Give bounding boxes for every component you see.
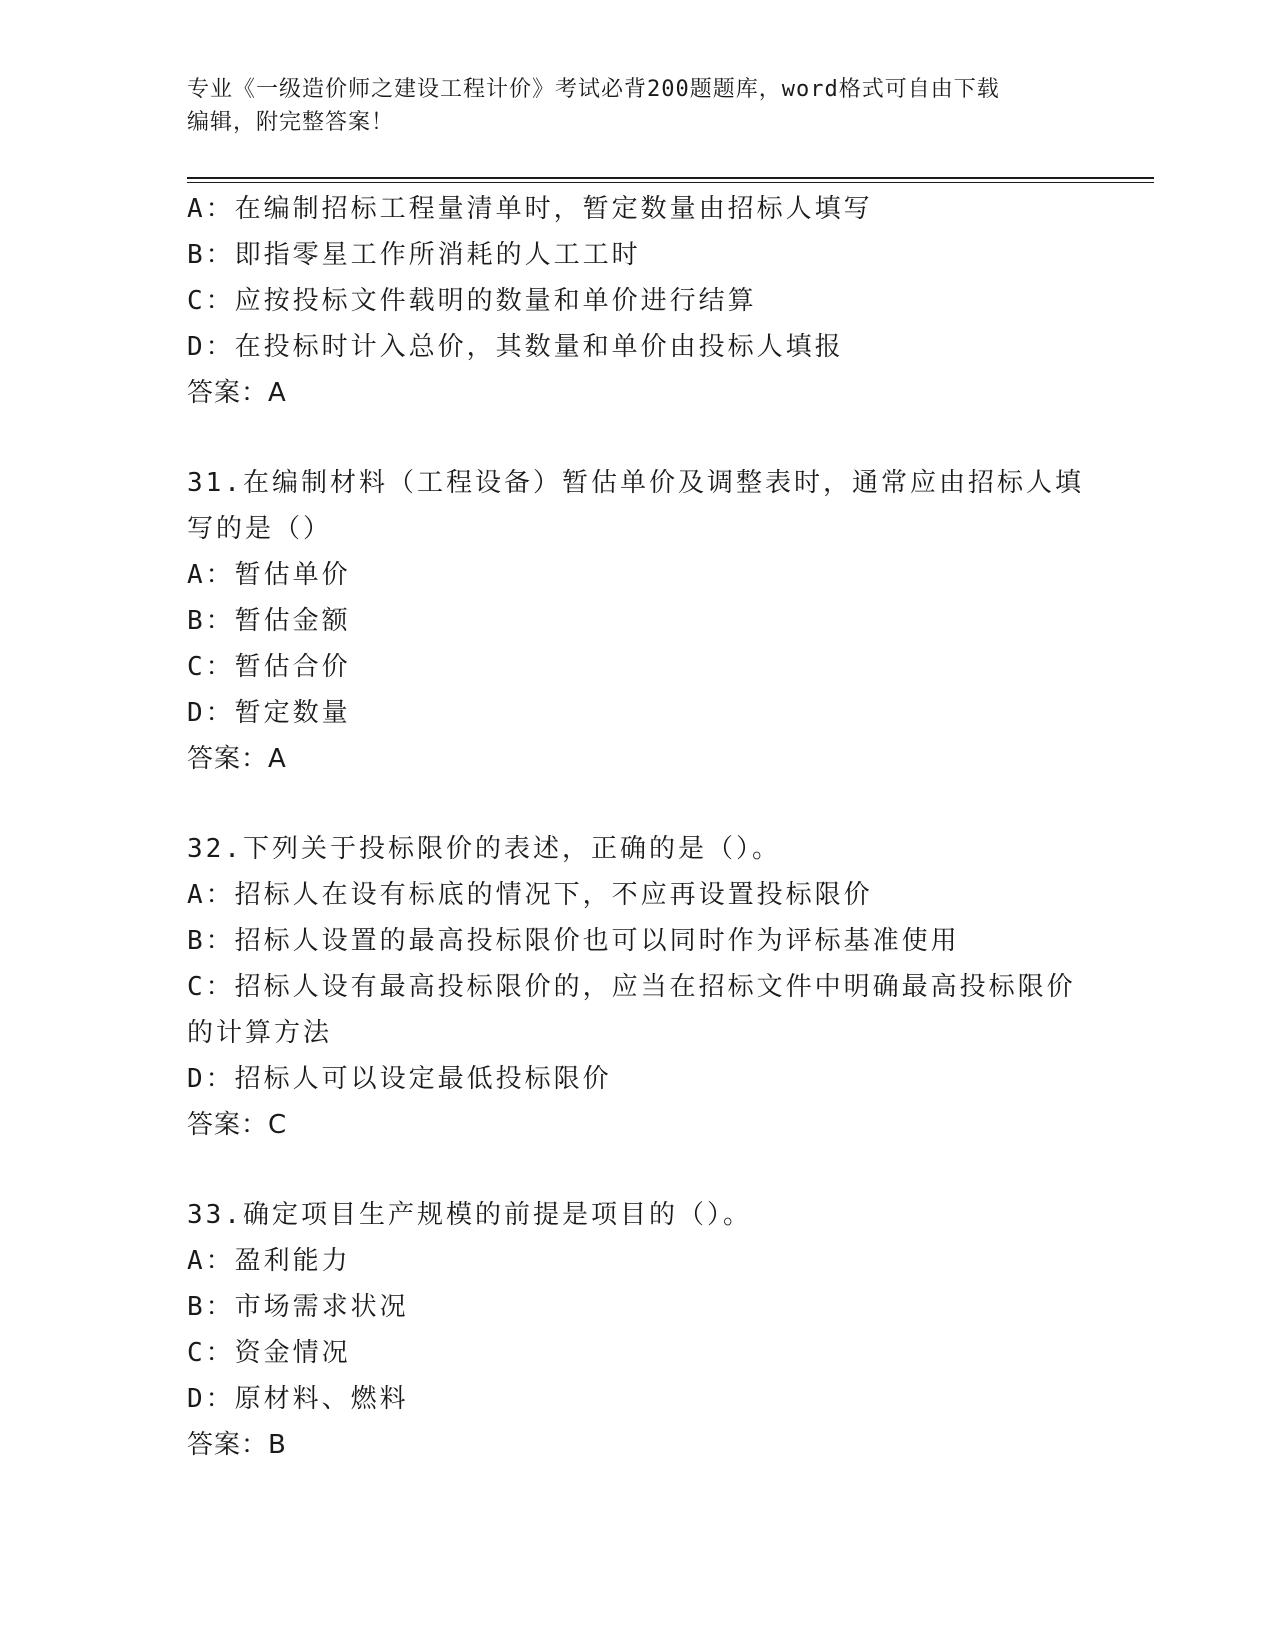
answer-line: 答案：B bbox=[187, 1430, 287, 1460]
option-a: A：招标人在设有标底的情况下，不应再设置投标限价 bbox=[187, 880, 873, 910]
option-c: C：招标人设有最高投标限价的，应当在招标文件中明确最高投标限价 bbox=[187, 972, 1076, 1002]
option-a: A：盈利能力 bbox=[187, 1246, 351, 1276]
option-c: C：应按投标文件载明的数量和单价进行结算 bbox=[187, 286, 757, 316]
header-divider-thin bbox=[187, 182, 1154, 183]
question-spacer bbox=[187, 782, 1107, 826]
option-b: B：即指零星工作所消耗的人工工时 bbox=[187, 240, 641, 270]
header-line-2: 编辑，附完整答案！ bbox=[187, 110, 395, 135]
question-spacer bbox=[187, 416, 1107, 460]
option-d: D：暂定数量 bbox=[187, 698, 351, 728]
question-stem: 33.确定项目生产规模的前提是项目的（）。 bbox=[187, 1200, 752, 1230]
question-stem-continued: 写的是（） bbox=[187, 514, 333, 544]
question-33 bbox=[187, 1192, 1107, 1468]
document-header bbox=[187, 73, 1087, 139]
option-d: D：原材料、燃料 bbox=[187, 1384, 409, 1414]
answer-line: 答案：C bbox=[187, 1110, 288, 1140]
option-a: A：暂估单价 bbox=[187, 560, 351, 590]
option-c-continued: 的计算方法 bbox=[187, 1018, 333, 1048]
question-31 bbox=[187, 460, 1107, 782]
question-stem: 32.下列关于投标限价的表述，正确的是（）。 bbox=[187, 834, 781, 864]
option-c: C：暂估合价 bbox=[187, 652, 351, 682]
option-d: D：招标人可以设定最低投标限价 bbox=[187, 1064, 612, 1094]
option-b: B：招标人设置的最高投标限价也可以同时作为评标基准使用 bbox=[187, 926, 960, 956]
answer-line: 答案：A bbox=[187, 378, 287, 408]
question-stem: 31.在编制材料（工程设备）暂估单价及调整表时，通常应由招标人填 bbox=[187, 468, 1084, 498]
header-divider-thick bbox=[187, 177, 1154, 179]
question-30-continued bbox=[187, 186, 1107, 416]
option-d: D：在投标时计入总价，其数量和单价由投标人填报 bbox=[187, 332, 844, 362]
answer-line: 答案：A bbox=[187, 744, 287, 774]
question-32 bbox=[187, 826, 1107, 1148]
option-b: B：暂估金额 bbox=[187, 606, 351, 636]
question-list bbox=[187, 186, 1107, 1468]
header-line-1: 专业《一级造价师之建设工程计价》考试必背200题题库，word格式可自由下载 bbox=[187, 77, 1000, 102]
option-b: B：市场需求状况 bbox=[187, 1292, 409, 1322]
question-spacer bbox=[187, 1148, 1107, 1192]
option-a: A：在编制招标工程量清单时，暂定数量由招标人填写 bbox=[187, 194, 873, 224]
option-c: C：资金情况 bbox=[187, 1338, 351, 1368]
